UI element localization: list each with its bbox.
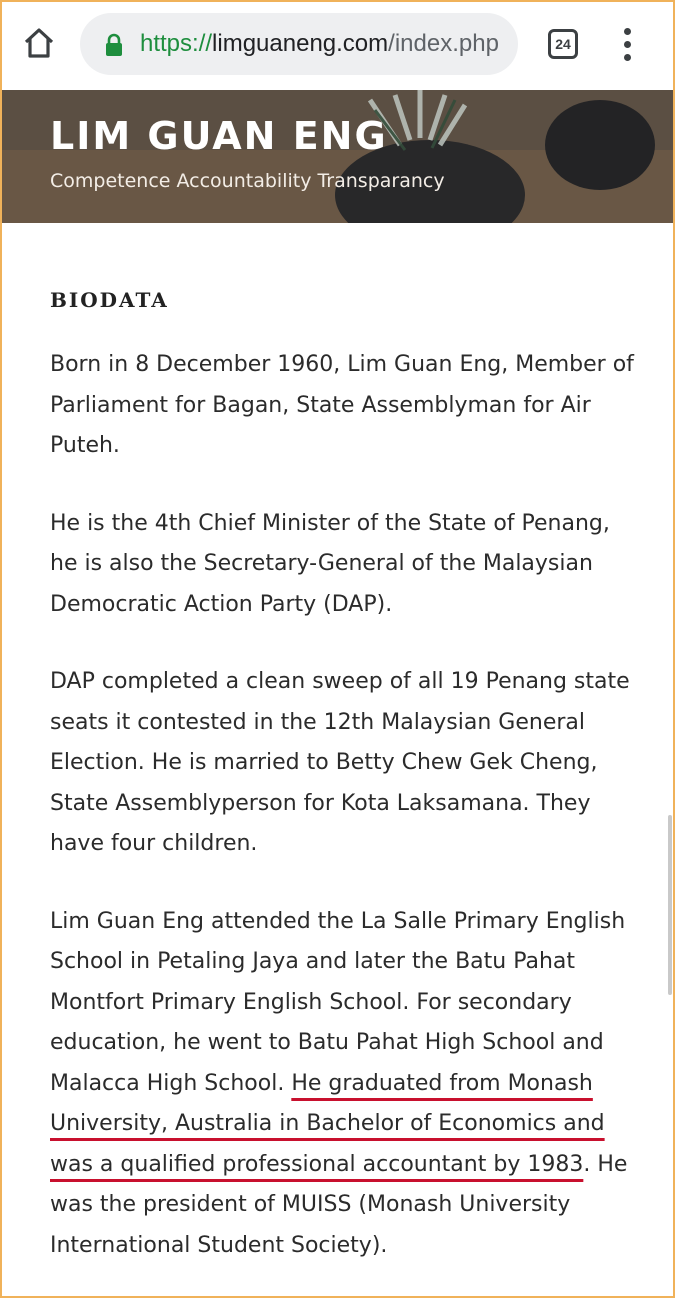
site-tagline: Competence Accountability Transparancy	[50, 170, 445, 192]
tab-switcher-button[interactable]: 24	[548, 29, 578, 59]
url-host: limguaneng.com	[212, 30, 389, 57]
more-options-icon[interactable]	[620, 28, 636, 62]
home-icon[interactable]	[22, 26, 56, 60]
education-text-end: . He was the president of MUISS (Monash University International Student Society).	[50, 1151, 628, 1258]
site-title[interactable]: LIM GUAN ENG	[50, 114, 388, 158]
section-heading: BIODATA	[50, 288, 169, 312]
bio-paragraph-1: Born in 8 December 1960, Lim Guan Eng, Member of Parliament for Bagan, State Assemblyman for Air Puteh.	[50, 352, 634, 458]
site-header	[0, 90, 675, 223]
url-text[interactable]	[140, 29, 510, 59]
url-scheme: https://	[140, 30, 213, 57]
url-path: /index.php	[388, 30, 499, 57]
browser-toolbar	[0, 0, 675, 90]
bio-paragraph-2: He is the 4th Chief Minister of the State of Penang, he is also the Secretary-General of the Malaysian Democratic Action Party (DAP).	[50, 510, 610, 617]
page-scrollbar[interactable]	[668, 815, 672, 995]
lock-icon	[104, 33, 124, 57]
address-bar[interactable]	[80, 13, 518, 75]
bio-paragraph-education	[50, 902, 640, 1267]
biodata-section	[50, 285, 640, 1303]
highlighted-text: He graduated from Monash University, Australia in Bachelor of Economics and was a qualified professional accountant by 1983	[50, 1070, 605, 1177]
bio-paragraph-3: DAP completed a clean sweep of all 19 Penang state seats it contested in the 12th Malaysian General Election. He is married to Betty Chew Gek Cheng, State Assemblyperson for Kota Laksamana. They have four children.	[50, 669, 630, 856]
education-text: Lim Guan Eng attended the La Salle Primary English School in Petaling Jaya and later the Batu Pahat Montfort Primary English School. For secondary education, he went to Batu Pahat High School and Malacca High School.	[50, 908, 626, 1096]
